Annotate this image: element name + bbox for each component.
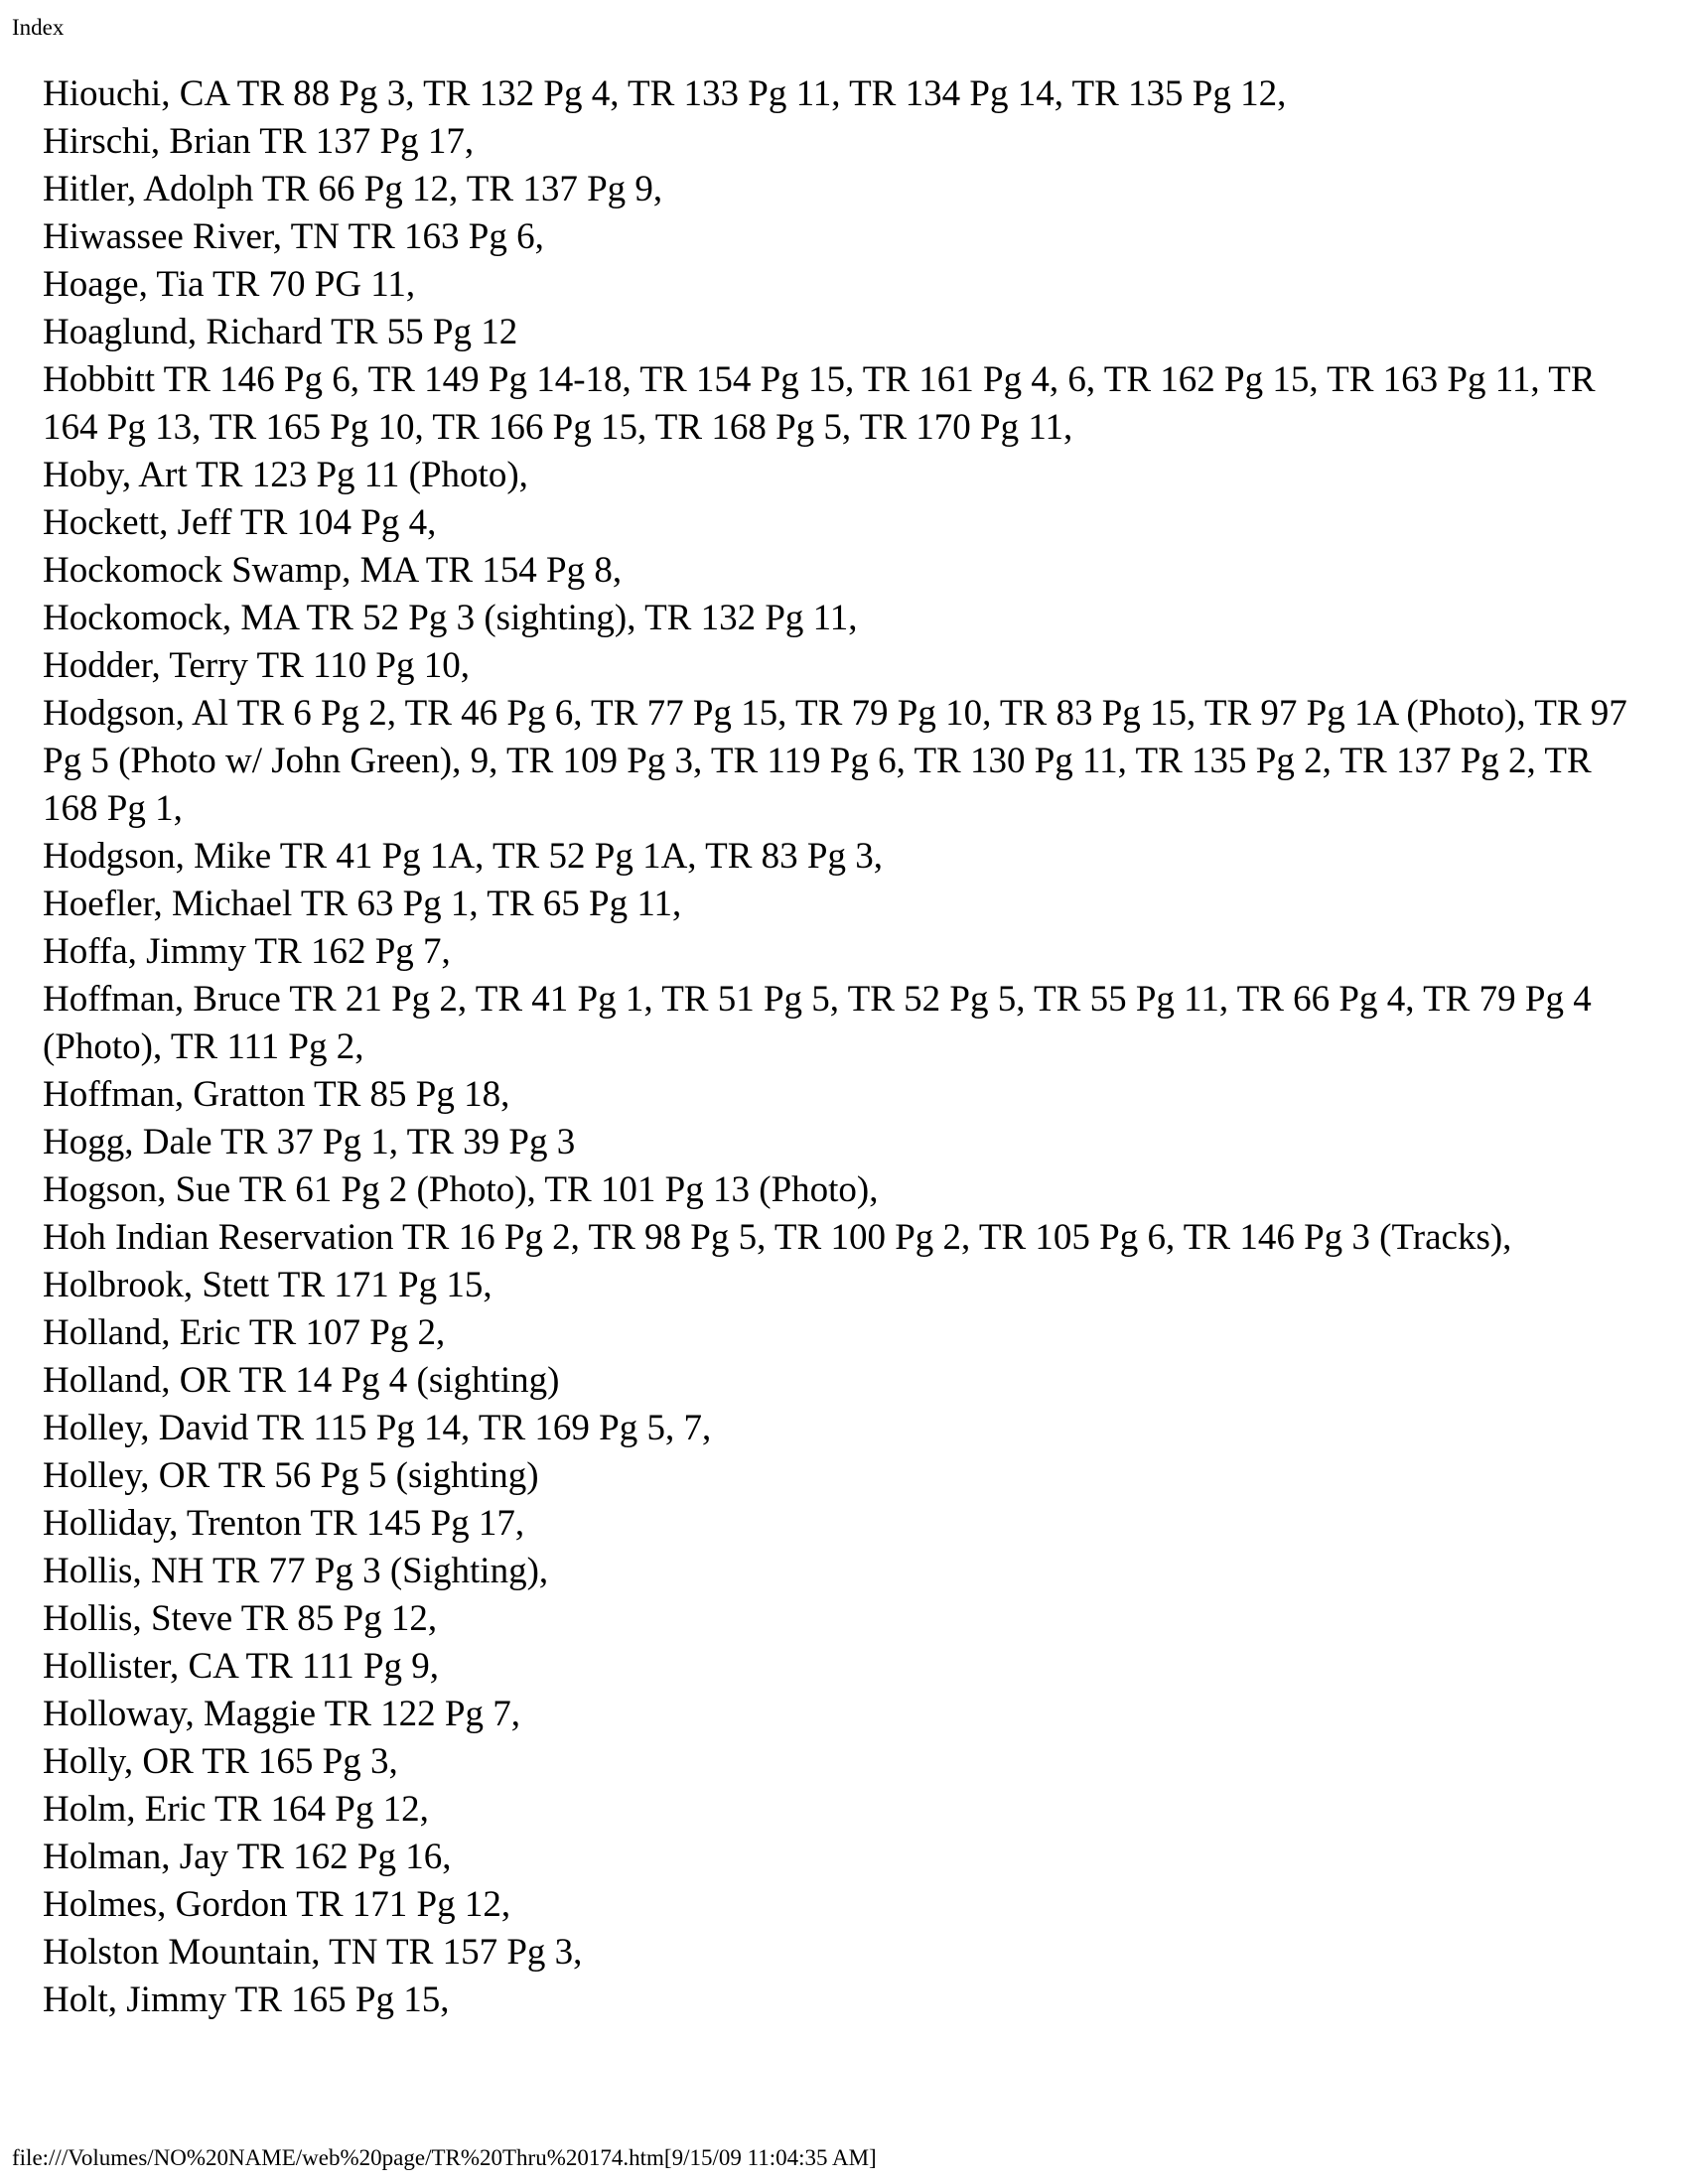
index-entry: Hockomock, MA TR 52 Pg 3 (sighting), TR 132 Pg 11, [43, 598, 858, 638]
index-entry: Hodgson, Mike TR 41 Pg 1A, TR 52 Pg 1A, TR 83 Pg 3, [43, 836, 883, 877]
index-entry: Hogson, Sue TR 61 Pg 2 (Photo), TR 101 Pg 13 (Photo), [43, 1169, 879, 1210]
index-entry: Hoby, Art TR 123 Pg 11 (Photo), [43, 455, 528, 495]
index-entry: Hollis, NH TR 77 Pg 3 (Sighting), [43, 1551, 549, 1591]
index-entry: Holston Mountain, TN TR 157 Pg 3, [43, 1932, 583, 1973]
index-entry: Hollister, CA TR 111 Pg 9, [43, 1646, 440, 1687]
index-entry: Holley, David TR 115 Pg 14, TR 169 Pg 5, 7, [43, 1408, 712, 1448]
index-entry: Hogg, Dale TR 37 Pg 1, TR 39 Pg 3 [43, 1122, 576, 1162]
page-footer-url: file:///Volumes/NO%20NAME/web%20page/TR%20Thru%20174.htm[9/15/09 11:04:35 AM] [12, 2145, 877, 2170]
index-entry: Hitler, Adolph TR 66 Pg 12, TR 137 Pg 9, [43, 169, 663, 209]
index-entry: Hoefler, Michael TR 63 Pg 1, TR 65 Pg 11, [43, 884, 682, 924]
page-header: Index [12, 15, 65, 40]
index-entry: Holbrook, Stett TR 171 Pg 15, [43, 1265, 492, 1305]
index-entry: Holman, Jay TR 162 Pg 16, [43, 1837, 452, 1877]
index-entry-list [43, 70, 1651, 2024]
index-entry: Hollis, Steve TR 85 Pg 12, [43, 1598, 438, 1639]
index-entry: Hodgson, Al TR 6 Pg 2, TR 46 Pg 6, TR 77 Pg 15, TR 79 Pg 10, TR 83 Pg 15, TR 97 Pg 1A (Photo), TR 97 Pg 5 (Photo w/ John Green), 9, TR 109 Pg 3, TR 119 Pg 6, TR 130 Pg 11, TR 135 Pg 2, TR 137 Pg 2, TR 168 Pg 1, [43, 693, 1627, 829]
index-entry: Holt, Jimmy TR 165 Pg 15, [43, 1979, 450, 2020]
index-entry: Holmes, Gordon TR 171 Pg 12, [43, 1884, 511, 1925]
index-entry: Holloway, Maggie TR 122 Pg 7, [43, 1694, 520, 1734]
index-entry: Hockett, Jeff TR 104 Pg 4, [43, 502, 437, 543]
index-entry: Holly, OR TR 165 Pg 3, [43, 1741, 398, 1782]
index-entry: Hoffman, Bruce TR 21 Pg 2, TR 41 Pg 1, TR 51 Pg 5, TR 52 Pg 5, TR 55 Pg 11, TR 66 Pg 4, TR 79 Pg 4 (Photo), TR 111 Pg 2, [43, 979, 1592, 1067]
index-entry: Holliday, Trenton TR 145 Pg 17, [43, 1503, 525, 1544]
index-entry: Holland, Eric TR 107 Pg 2, [43, 1312, 446, 1353]
index-entry: Hoffman, Gratton TR 85 Pg 18, [43, 1074, 510, 1115]
index-entry: Hirschi, Brian TR 137 Pg 17, [43, 121, 475, 162]
index-entry: Hodder, Terry TR 110 Pg 10, [43, 645, 470, 686]
index-entry: Hoaglund, Richard TR 55 Pg 12 [43, 312, 518, 352]
index-entry: Hoh Indian Reservation TR 16 Pg 2, TR 98 Pg 5, TR 100 Pg 2, TR 105 Pg 6, TR 146 Pg 3 (Tracks), [43, 1217, 1512, 1258]
index-entry: Hockomock Swamp, MA TR 154 Pg 8, [43, 550, 623, 591]
index-entry: Holland, OR TR 14 Pg 4 (sighting) [43, 1360, 560, 1401]
index-entry: Holm, Eric TR 164 Pg 12, [43, 1789, 429, 1830]
index-entry: Hiwassee River, TN TR 163 Pg 6, [43, 216, 544, 257]
index-entry: Hoffa, Jimmy TR 162 Pg 7, [43, 931, 451, 972]
index-entry: Hiouchi, CA TR 88 Pg 3, TR 132 Pg 4, TR 133 Pg 11, TR 134 Pg 14, TR 135 Pg 12, [43, 73, 1287, 114]
index-entry: Hobbitt TR 146 Pg 6, TR 149 Pg 14-18, TR 154 Pg 15, TR 161 Pg 4, 6, TR 162 Pg 15, TR 163 Pg 11, TR 164 Pg 13, TR 165 Pg 10, TR 166 Pg 15, TR 168 Pg 5, TR 170 Pg 11, [43, 359, 1596, 448]
index-entry: Holley, OR TR 56 Pg 5 (sighting) [43, 1455, 539, 1496]
index-entry: Hoage, Tia TR 70 PG 11, [43, 264, 416, 305]
